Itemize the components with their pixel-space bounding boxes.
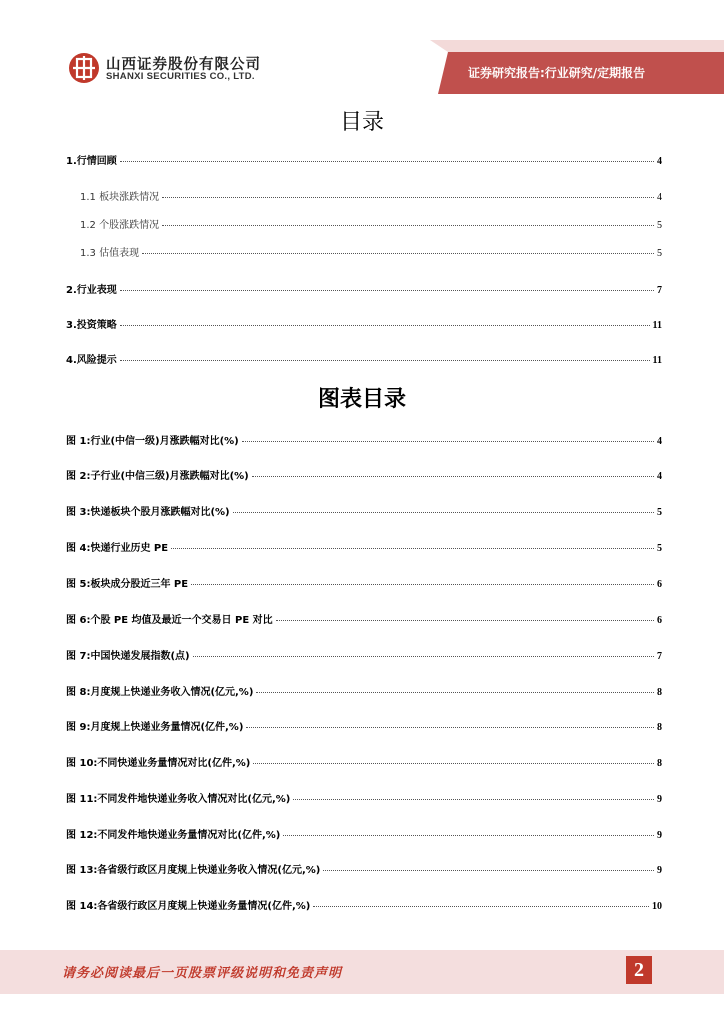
figure-toc-item[interactable] [66, 754, 662, 769]
toc-item[interactable] [66, 351, 662, 366]
figure-toc-label: 图 7:中国快递发展指数(点) [66, 651, 190, 662]
figure-toc-page: 4 [657, 436, 662, 447]
report-type: 证券研究报告:行业研究/定期报告 [468, 66, 646, 80]
toc-title: 目录 [339, 110, 384, 135]
toc-item-page: 11 [652, 355, 662, 366]
toc-item-label: 1.1 板块涨跌情况 [80, 192, 160, 203]
figure-toc-page: 9 [657, 830, 662, 841]
toc-item-page: 7 [657, 285, 662, 296]
figure-toc-item[interactable] [66, 467, 662, 482]
figure-toc-label: 图 4:快递行业历史 PE [66, 543, 169, 554]
figure-toc-label: 图 13:各省级行政区月度规上快递业务收入情况(亿元,%) [66, 865, 321, 876]
figure-toc-item[interactable] [66, 826, 662, 841]
toc-item[interactable] [80, 216, 662, 231]
toc-item-page: 5 [657, 220, 662, 231]
toc-item-label: 1.2 个股涨跌情况 [80, 220, 160, 231]
figure-toc-label: 图 1:行业(中信一级)月涨跌幅对比(%) [66, 436, 239, 447]
figure-toc-item[interactable] [66, 683, 662, 698]
figure-toc-label: 图 2:子行业(中信三级)月涨跌幅对比(%) [66, 471, 249, 482]
figure-toc-page: 7 [657, 651, 662, 662]
toc-item[interactable] [66, 281, 662, 296]
figures-toc-title: 图表目录 [317, 387, 406, 412]
figure-toc-page: 5 [657, 507, 662, 518]
toc-item-label: 1.3 估值表现 [80, 248, 140, 259]
figure-toc-label: 图 8:月度规上快递业务收入情况(亿元,%) [66, 687, 254, 698]
figure-toc-label: 图 11:不同发件地快递业务收入情况对比(亿元,%) [66, 794, 291, 805]
figure-toc-item[interactable] [66, 432, 662, 447]
figure-toc-item[interactable] [66, 575, 662, 590]
disclaimer-text: 请务必阅读最后一页股票评级说明和免责声明 [62, 966, 343, 981]
figure-toc-page: 5 [657, 543, 662, 554]
figure-toc-page: 10 [652, 901, 662, 912]
toc-item-page: 4 [657, 192, 662, 203]
toc-item-label: 4.风险提示 [66, 355, 117, 366]
header-banner [0, 0, 724, 100]
toc-item-page: 5 [657, 248, 662, 259]
toc-item[interactable] [80, 188, 662, 203]
figure-toc-label: 图 5:板块成分股近三年 PE [66, 579, 189, 590]
toc-item[interactable] [80, 244, 662, 259]
figure-toc-label: 图 9:月度规上快递业务量情况(亿件,%) [66, 722, 244, 733]
page-header [0, 0, 724, 100]
figure-toc-item[interactable] [66, 897, 662, 912]
figure-toc-page: 4 [657, 471, 662, 482]
figure-toc-page: 6 [657, 579, 662, 590]
toc-item-label: 2.行业表现 [66, 285, 117, 296]
figure-toc-page: 8 [657, 758, 662, 769]
figure-toc-label: 图 14:各省级行政区月度规上快递业务量情况(亿件,%) [66, 901, 311, 912]
toc-item-page: 4 [657, 156, 662, 167]
figure-toc-item[interactable] [66, 790, 662, 805]
figure-toc-item[interactable] [66, 718, 662, 733]
toc-item[interactable] [66, 316, 662, 331]
toc-item-label: 1.行情回顾 [66, 156, 117, 167]
company-name-en: SHANXI SECURITIES CO., LTD. [106, 71, 255, 82]
page-number: 2 [626, 956, 652, 984]
toc-item-label: 3.投资策略 [66, 320, 117, 331]
figure-toc-label: 图 6:个股 PE 均值及最近一个交易日 PE 对比 [66, 615, 273, 626]
figure-toc-page: 9 [657, 865, 662, 876]
figure-toc-label: 图 3:快递板块个股月涨跌幅对比(%) [66, 507, 230, 518]
figure-toc-item[interactable] [66, 611, 662, 626]
figure-toc-label: 图 12:不同发件地快递业务量情况对比(亿件,%) [66, 830, 281, 841]
figure-toc-page: 8 [657, 687, 662, 698]
figure-toc-item[interactable] [66, 861, 662, 876]
figure-toc-item[interactable] [66, 503, 662, 518]
figure-toc-page: 8 [657, 722, 662, 733]
figure-toc-item[interactable] [66, 647, 662, 662]
company-logo-icon [68, 52, 100, 84]
figure-toc-item[interactable] [66, 539, 662, 554]
figure-toc-page: 9 [657, 794, 662, 805]
figure-toc-label: 图 10:不同快递业务量情况对比(亿件,%) [66, 758, 251, 769]
figure-toc-page: 6 [657, 615, 662, 626]
toc-item-page: 11 [652, 320, 662, 331]
company-name-cn: 山西证券股份有限公司 [106, 57, 261, 73]
toc-item[interactable] [66, 152, 662, 167]
